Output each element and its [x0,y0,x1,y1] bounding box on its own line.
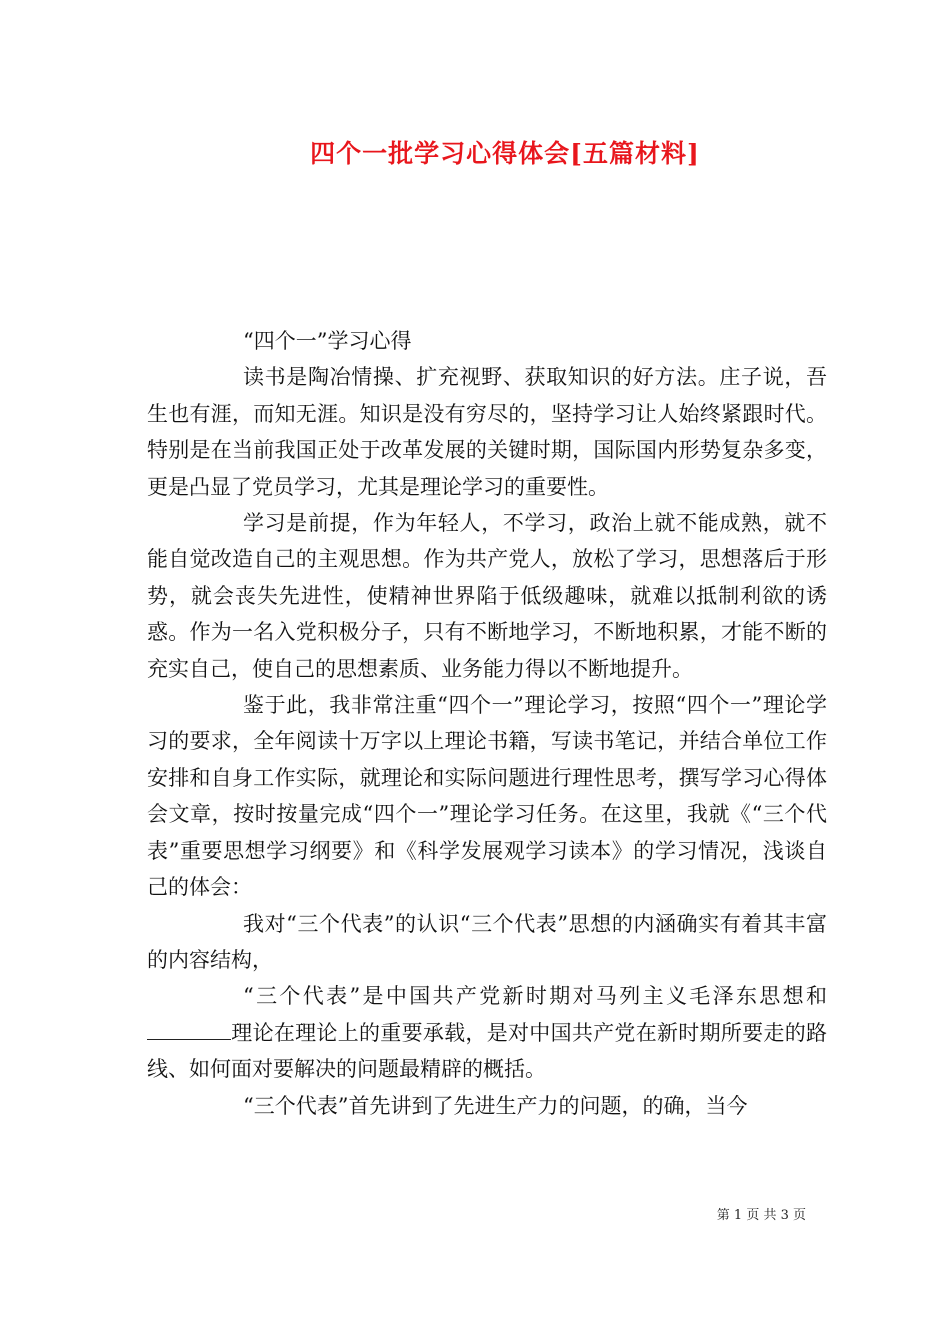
page-footer: 第 1 页 共 3 页 [716,1208,806,1223]
paragraph-6: “三个代表”首先讲到了先进生产力的问题，的确，当今 [243,1093,748,1118]
document-title: 四个一批学习心得体会[五篇材料] [310,139,700,168]
paragraph-3: 鉴于此，我非常注重“四个一”理论学习，按照“四个一”理论学习的要求，全年阅读十万字以上理论书籍，写读书笔记，并结合单位工作安排和自身工作实际，就理论和实际问题进行理性思考，撰写学习心得体会文章，按时按量完成“四个一”理论学习任务。在这里，我就《“三个代表”重要思想学习纲要》和《科学发展观学习读本》的学习情况，浅谈自己的体会： [147,693,827,900]
paragraph-1: 读书是陶冶情操、扩充视野、获取知识的好方法。庄子说，吾生也有涯，而知无涯。知识是没有穷尽的，坚持学习让人始终紧跟时代。特别是在当前我国正处于改革发展的关键时期，国际国内形势复杂多变，更是凸显了党员学习，尤其是理论学习的重要性。 [147,365,827,499]
section-heading: “四个一”学习心得 [243,329,412,353]
document-body [147,323,827,1124]
fill-in-blank [147,1019,231,1040]
paragraph-4: 我对“三个代表”的认识“三个代表”思想的内涵确实有着其丰富的内容结构， [147,911,827,972]
paragraph-5-start: “三个代表”是中国共产党新时期对马列主义毛泽东思想和 [243,984,827,1009]
paragraph-5 [147,978,827,1087]
paragraph-2: 学习是前提，作为年轻人，不学习，政治上就不能成熟，就不能自觉改造自己的主观思想。作为共产党人，放松了学习，思想落后于形势，就会丧失先进性，使精神世界陷于低级趣味，就难以抵制利欲的诱惑。作为一名入党积极分子，只有不断地学习，不断地积累，才能不断的充实自己，使自己的思想素质、业务能力得以不断地提升。 [147,511,827,681]
paragraph-5-end: 理论在理论上的重要承载，是对中国共产党在新时期所要走的路线、如何面对要解决的问题最精辟的概括。 [147,1020,827,1082]
